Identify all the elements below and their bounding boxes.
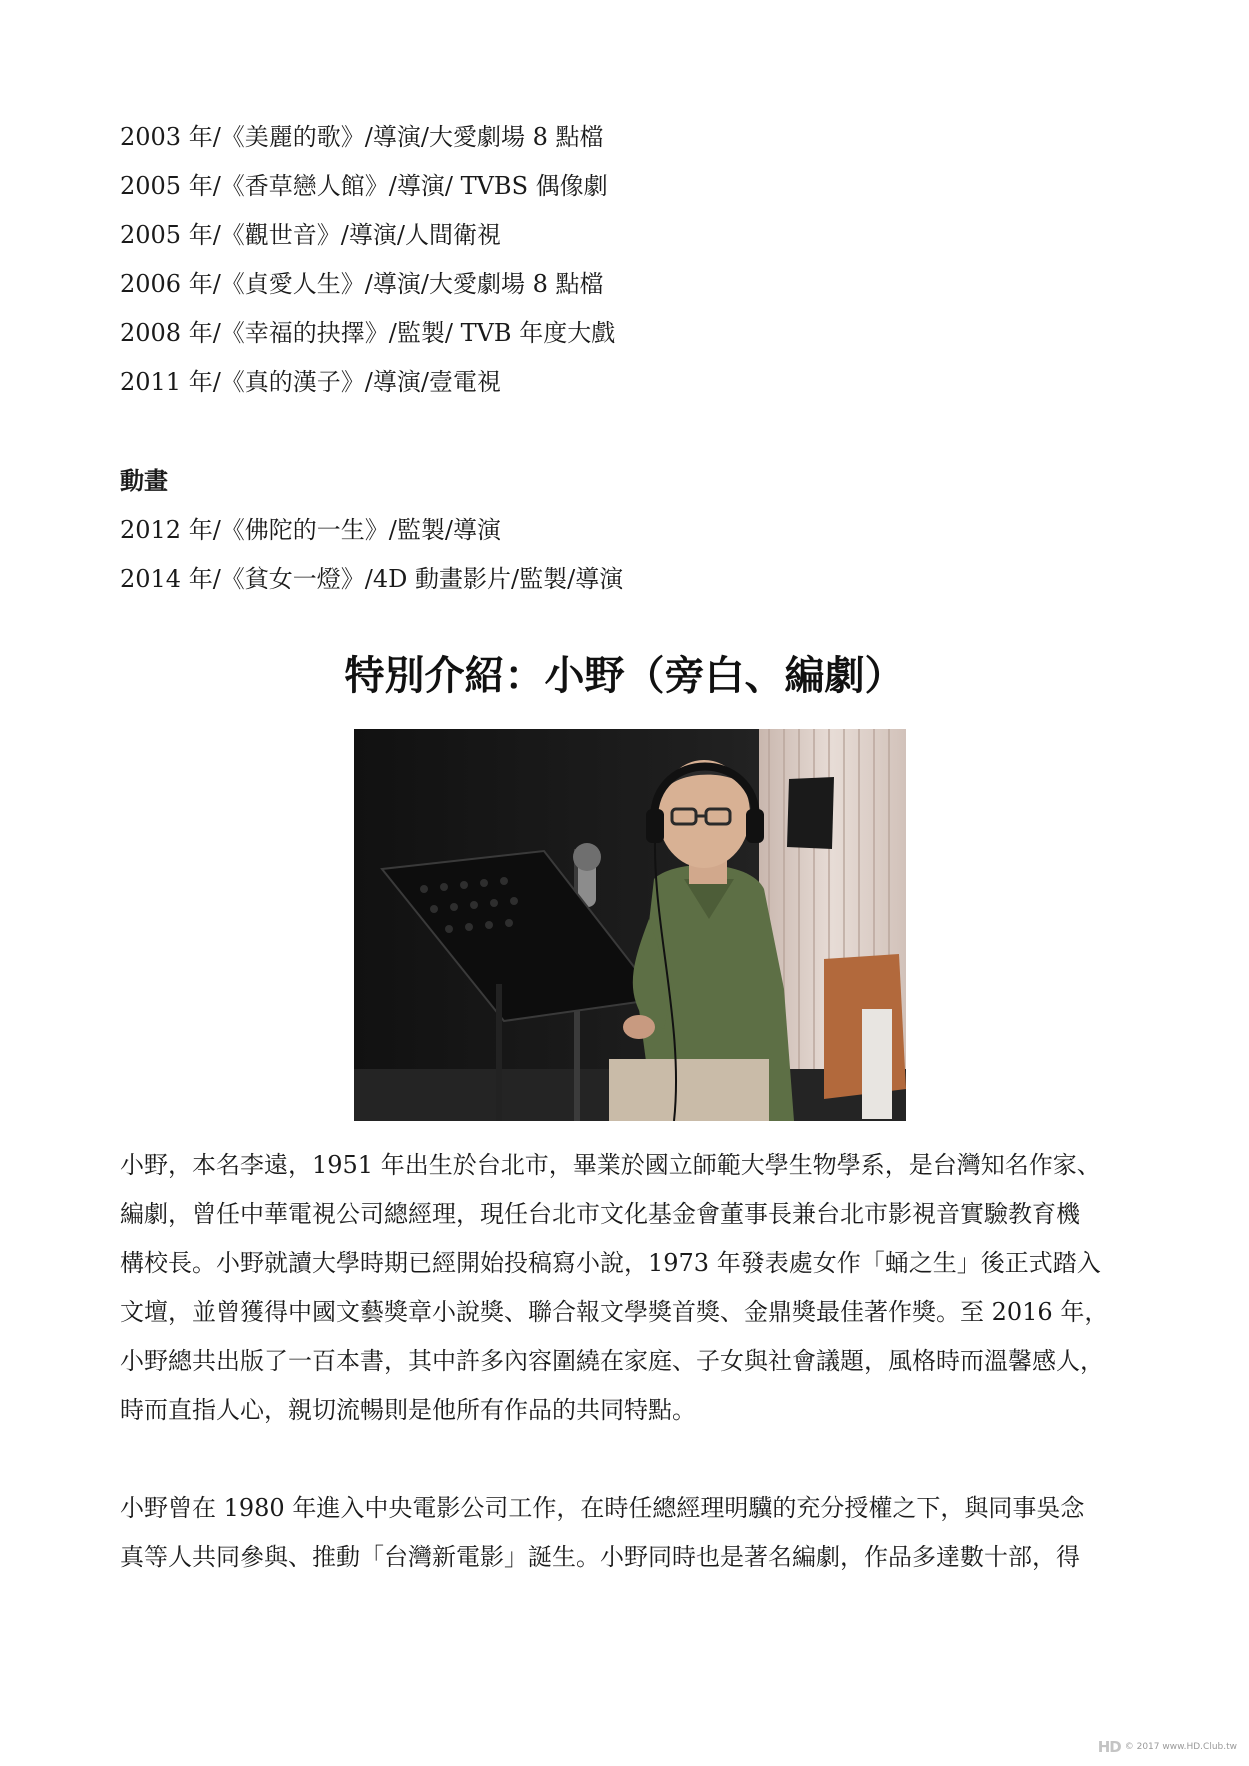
animation-item: 2014 年/《貧女一燈》/4D 動畫影片/監製/導演 xyxy=(120,565,624,593)
paragraph-line: 小野，本名李遠，1951 年出生於台北市，畢業於國立師範大學生物學系，是台灣知名作家、 xyxy=(120,1151,1101,1179)
paragraph-line: 時而直指人心，親切流暢則是他所有作品的共同特點。 xyxy=(120,1396,696,1424)
animation-item: 2012 年/《佛陀的一生》/監製/導演 xyxy=(120,516,501,544)
work-item: 2005 年/《香草戀人館》/導演/ TVBS 偶像劇 xyxy=(120,172,608,200)
work-item: 2011 年/《真的漢子》/導演/壹電視 xyxy=(120,368,501,396)
work-item: 2008 年/《幸福的抉擇》/監製/ TVB 年度大戲 xyxy=(120,319,616,347)
paragraph-line: 小野總共出版了一百本書，其中許多內容圍繞在家庭、子女與社會議題，風格時而溫馨感人， xyxy=(120,1347,1104,1375)
animation-heading: 動畫 xyxy=(120,467,168,495)
work-item: 2005 年/《觀世音》/導演/人間衛視 xyxy=(120,221,501,249)
paragraph-line: 小野曾在 1980 年進入中央電影公司工作，在時任總經理明驥的充分授權之下，與同事吳念 xyxy=(120,1494,1085,1522)
watermark xyxy=(1098,1738,1237,1756)
paragraph-line: 構校長。小野就讀大學時期已經開始投稿寫小說，1973 年發表處女作「蛹之生」後正式踏入 xyxy=(120,1249,1101,1277)
watermark-logo: HD xyxy=(1097,1738,1121,1756)
paragraph-line: 編劇，曾任中華電視公司總經理，現任台北市文化基金會董事長兼台北市影視音實驗教育機 xyxy=(120,1200,1080,1228)
work-item: 2006 年/《貞愛人生》/導演/大愛劇場 8 點檔 xyxy=(120,270,604,298)
work-item: 2003 年/《美麗的歌》/導演/大愛劇場 8 點檔 xyxy=(120,123,604,151)
watermark-text: © 2017 www.HD.Club.tw xyxy=(1124,1742,1237,1752)
portrait-photo xyxy=(354,729,906,1121)
paragraph-line: 真等人共同參與、推動「台灣新電影」誕生。小野同時也是著名編劇，作品多達數十部，得 xyxy=(120,1543,1080,1571)
paragraph-line: 文壇，並曾獲得中國文藝獎章小說獎、聯合報文學獎首獎、金鼎獎最佳著作獎。至 2016 年， xyxy=(120,1298,1109,1326)
section-title: 特別介紹：小野（旁白、編劇） xyxy=(344,653,905,699)
